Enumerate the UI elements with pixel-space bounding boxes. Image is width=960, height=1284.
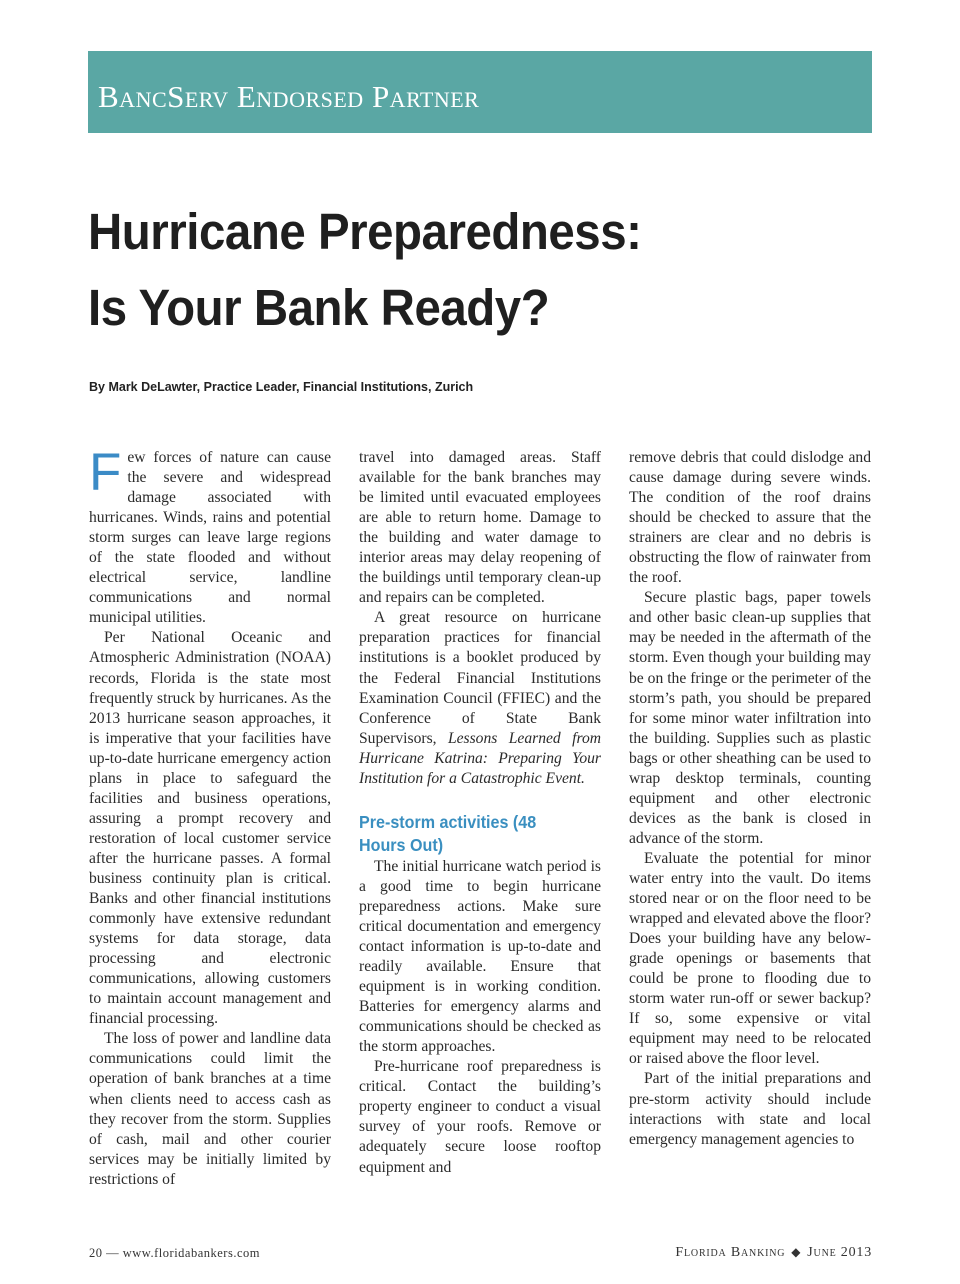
headline-line-1: Hurricane Preparedness: [88, 203, 642, 260]
booklet-title: Lessons Learned from Hurricane Katrina: Preparing Your Institution for a Catastrophic Event. [359, 729, 601, 787]
publication-date: June 2013 [807, 1245, 872, 1260]
paragraph [89, 443, 331, 628]
paragraph: Secure plastic bags, paper towels and other basic clean-up supplies that may be needed in the aftermath of the storm. Even though your building may be on the fringe or the perimeter of the storm’s path, you should be prepared for some minor water infiltration into the building. Supplies such as plastic bags or other sheathing can be used to wrap desktop terminals, counting equipment and other electronic devices as the bank is closed in advance of the storm. [629, 589, 871, 847]
article-column-3 [629, 448, 871, 1150]
paragraph: remove debris that could dislodge and cause damage during severe winds. The condition of the roof drains should be checked to assure that the strainers are clear and no debris is obstructing the flow of rainwater from the roof. [629, 449, 871, 587]
footer-page-url: 20 — www.floridabankers.com [89, 1246, 260, 1260]
headline-line-2: Is Your Bank Ready? [88, 279, 550, 336]
section-banner [88, 51, 872, 133]
byline: By Mark DeLawter, Practice Leader, Financial Institutions, Zurich [89, 380, 474, 394]
article-headline [88, 194, 832, 346]
publication-name: Florida Banking [675, 1245, 786, 1260]
paragraph [359, 608, 601, 788]
banner-title: BancServ Endorsed Partner [98, 79, 480, 114]
paragraph-text: ew forces of nature can cause the severe and widespread damage associated with hurricanes. Winds, rains and potential storm surges can leave large regions of the state flooded and without electrical service, landline communications and normal municipal utilities. [89, 449, 331, 627]
diamond-separator-icon: ◆ [791, 1245, 802, 1259]
section-heading: Pre-storm activities (48 Hours Out) [359, 811, 537, 855]
footer-publication [675, 1245, 872, 1261]
article-column-1 [89, 443, 331, 1190]
paragraph: The initial hurricane watch period is a good time to begin hurricane preparedness actions. Make sure critical documentation and emergency contact information is up-to-date and readily available. Ensure that equipment is in working condition. Batteries for emergency alarms and communications should be checked as the storm approaches. [359, 857, 601, 1056]
paragraph: Evaluate the potential for minor water entry into the vault. Do items stored near or on the floor need to be wrapped and elevated above the floor? Does your building have any below-grade openings or basements that could be prone to flooding due to storm water run-off or sewer backup? If so, some expensive or vital equipment may need to be relocated or raised above the floor level. [629, 849, 871, 1068]
dropcap: F [89, 443, 122, 502]
paragraph: Pre-hurricane roof preparedness is critical. Contact the building’s property engineer to conduct a visual survey of your roofs. Remove or adequately secure loose rooftop equipment and [359, 1058, 601, 1176]
paragraph-text: A great resource on hurricane preparation practices for financial institutions is a booklet produced by the Federal Financial Institutions Examination Council (FFIEC) and the Conference of State Bank Supervisors, [359, 609, 601, 747]
paragraph: The loss of power and landline data communications could limit the operation of bank branches at a time when clients need to access cash as they recover from the storm. Supplies of cash, mail and other courier services may be initially limited by restrictions of [89, 1030, 331, 1188]
paragraph: Part of the initial preparations and pre-storm activity should include interactions with state and local emergency management agencies to [629, 1070, 871, 1148]
article-column-2 [359, 448, 601, 1178]
paragraph: Per National Oceanic and Atmospheric Administration (NOAA) records, Florida is the state most frequently struck by hurricanes. As the 2013 hurricane season approaches, it is imperative that your facilities have up-to-date hurricane emergency action plans in place to safeguard the facilities and business operations, assuring a prompt recovery and restoration of local customer service after the hurricane passes. A formal business continuity plan is critical. Banks and other financial institutions commonly have extensive redundant systems for data storage, data processing and electronic communications, allowing customers to maintain account management and financial processing. [89, 629, 331, 1028]
paragraph: travel into damaged areas. Staff available for the bank branches may be limited until evacuated employees are able to return home. Damage to the building and water damage to interior areas may delay reopening of the buildings until temporary clean-up and repairs can be completed. [359, 449, 601, 607]
